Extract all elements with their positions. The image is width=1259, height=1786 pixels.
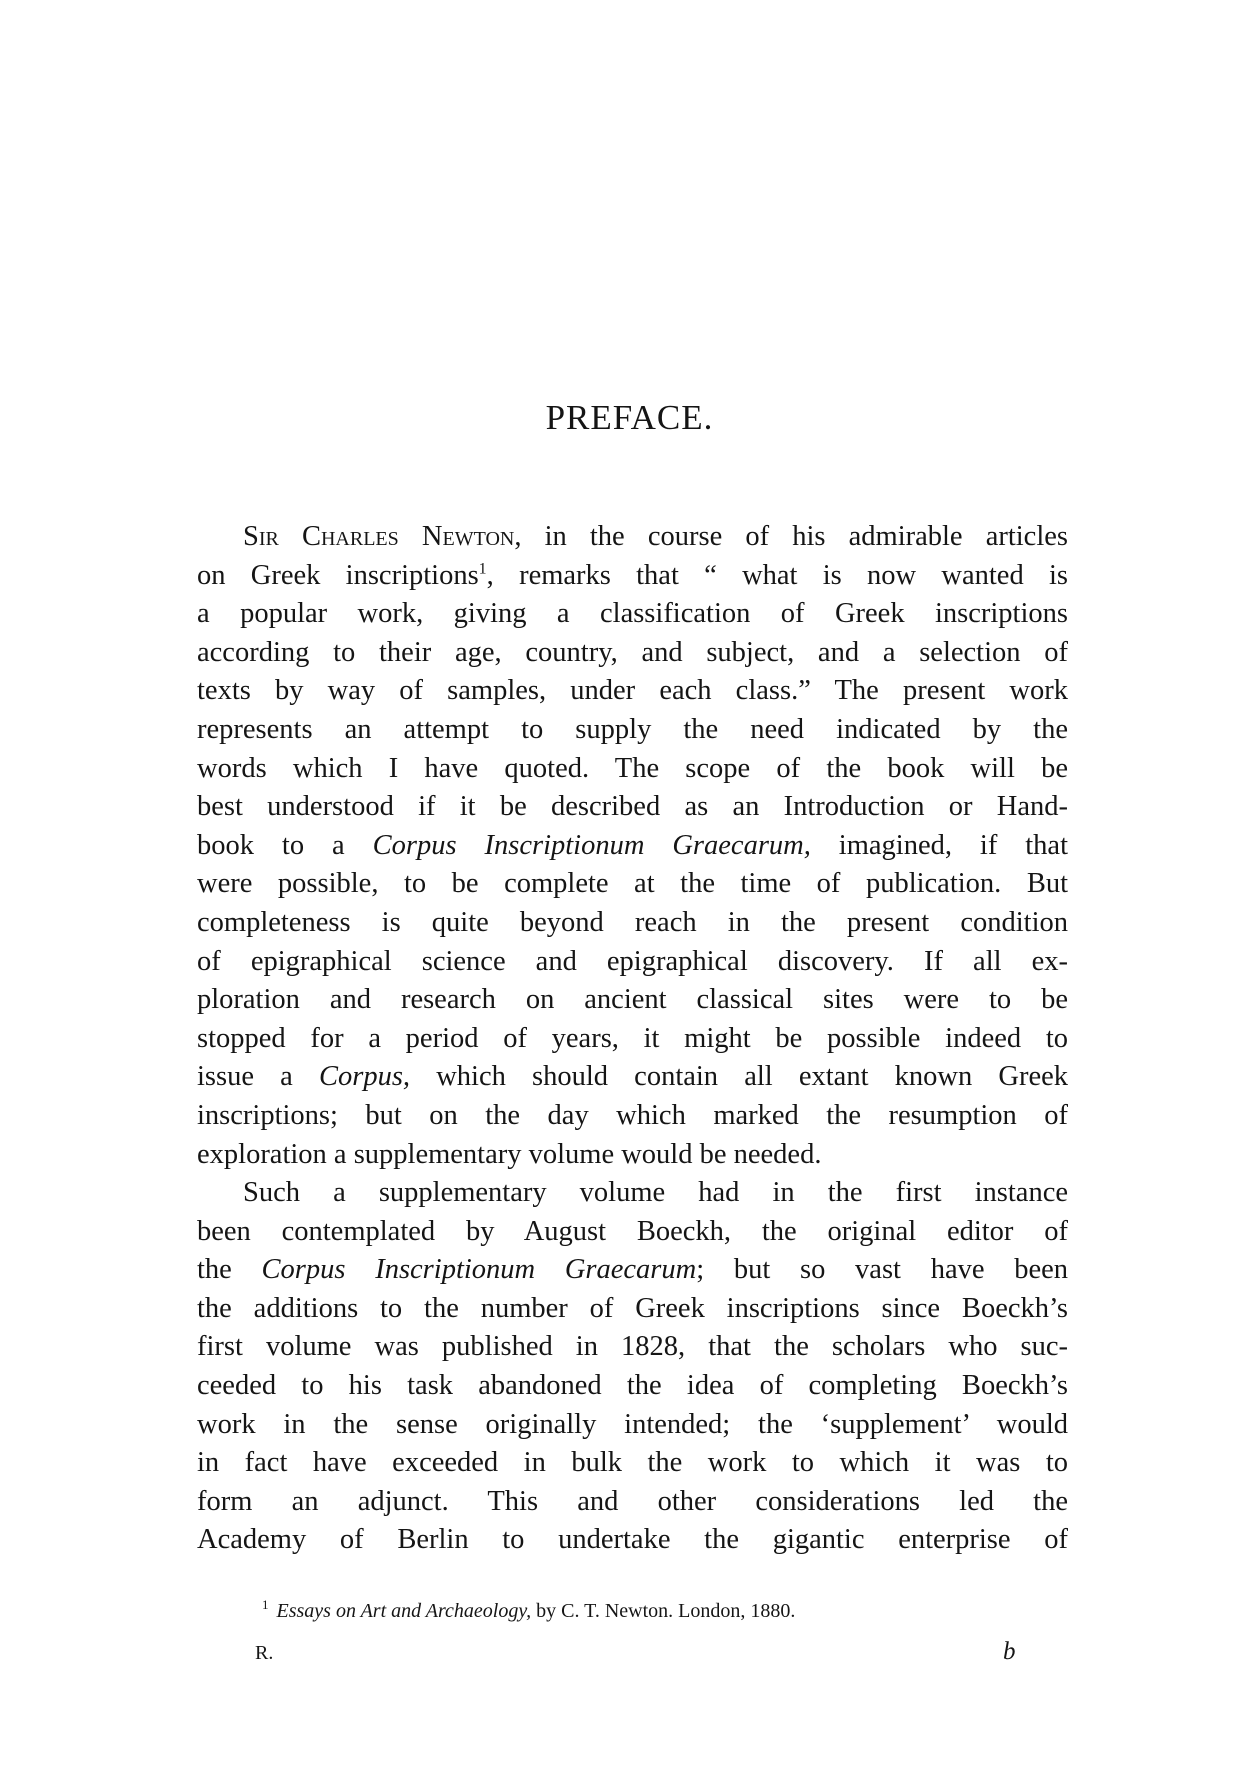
text-line: represents an attempt to supply the need indicated by the	[197, 713, 1068, 745]
text-line	[197, 557, 1068, 596]
text-span: ; but so vast have been	[696, 1254, 1069, 1286]
text-line: texts by way of samples, under each class.” The present work	[197, 675, 1068, 707]
footnote-reference: 1	[478, 560, 487, 578]
page-title: PREFACE.	[545, 398, 714, 437]
text-line: best understood if it be described as an Introduction or Hand-	[197, 791, 1068, 823]
text-line: of epigraphical science and epigraphical discovery. If all ex-	[197, 945, 1068, 977]
page-number: b	[1003, 1638, 1016, 1665]
footnote-marker: 1	[262, 1597, 269, 1613]
text-line: according to their age, country, and subject, and a selection of	[197, 636, 1068, 668]
footnote-text: by C. T. Newton. London, 1880.	[531, 1600, 796, 1622]
preface-body	[197, 518, 1068, 1560]
text-line: completeness is quite beyond reach in the present condition	[197, 906, 1068, 938]
text-line: the additions to the number of Greek inscriptions since Boeckh’s	[197, 1292, 1068, 1324]
text-line: words which I have quoted. The scope of the book will be	[197, 752, 1068, 784]
text-line: inscriptions; but on the day which marked the resumption of	[197, 1099, 1068, 1131]
text-line: in fact have exceeded in bulk the work to which it was to	[197, 1447, 1068, 1479]
signature-mark: R.	[255, 1642, 274, 1664]
text-span: on Greek inscriptions	[197, 559, 479, 591]
italic-title: Corpus,	[318, 1061, 411, 1093]
text-line	[197, 827, 1068, 866]
text-span: which should contain all extant known Greek	[410, 1061, 1068, 1093]
author-name: Sir Charles Newton	[243, 521, 515, 552]
text-line: form an adjunct. This and other considerations led the	[197, 1485, 1068, 1517]
italic-title: Corpus Inscriptionum Graecarum,	[372, 829, 811, 861]
text-line: stopped for a period of years, it might be possible indeed to	[197, 1022, 1068, 1054]
text-span: imagined, if that	[810, 829, 1068, 861]
text-line	[197, 1251, 1068, 1290]
footnote	[262, 1598, 795, 1624]
footnote-title: Essays on Art and Archaeology,	[276, 1600, 532, 1622]
text-span: , remarks that “ what is now wanted is	[486, 559, 1068, 591]
text-line: work in the sense originally intended; the ‘supplement’ would	[197, 1408, 1068, 1440]
text-line: Such a supplementary volume had in the first instance	[243, 1177, 1068, 1209]
text-line	[197, 518, 1068, 557]
text-line: ceeded to his task abandoned the idea of completing Boeckh’s	[197, 1370, 1068, 1402]
text-line: a popular work, giving a classification of Greek inscriptions	[197, 598, 1068, 630]
text-span: book to a	[197, 829, 373, 861]
text-span: issue a	[197, 1061, 319, 1093]
text-span: the	[197, 1254, 262, 1286]
text-line	[197, 1058, 1068, 1097]
text-span: , in the course of his admirable articles	[514, 521, 1068, 552]
text-line: been contemplated by August Boeckh, the original editor of	[197, 1215, 1068, 1247]
text-line: ploration and research on ancient classical sites were to be	[197, 984, 1068, 1016]
text-line: exploration a supplementary volume would be needed.	[197, 1138, 822, 1170]
text-line: were possible, to be complete at the time of publication. But	[197, 868, 1068, 900]
text-line: first volume was published in 1828, that the scholars who suc-	[197, 1331, 1068, 1363]
text-line: Academy of Berlin to undertake the gigantic enterprise of	[197, 1524, 1068, 1556]
italic-title: Corpus Inscriptionum Graecarum	[261, 1254, 697, 1286]
